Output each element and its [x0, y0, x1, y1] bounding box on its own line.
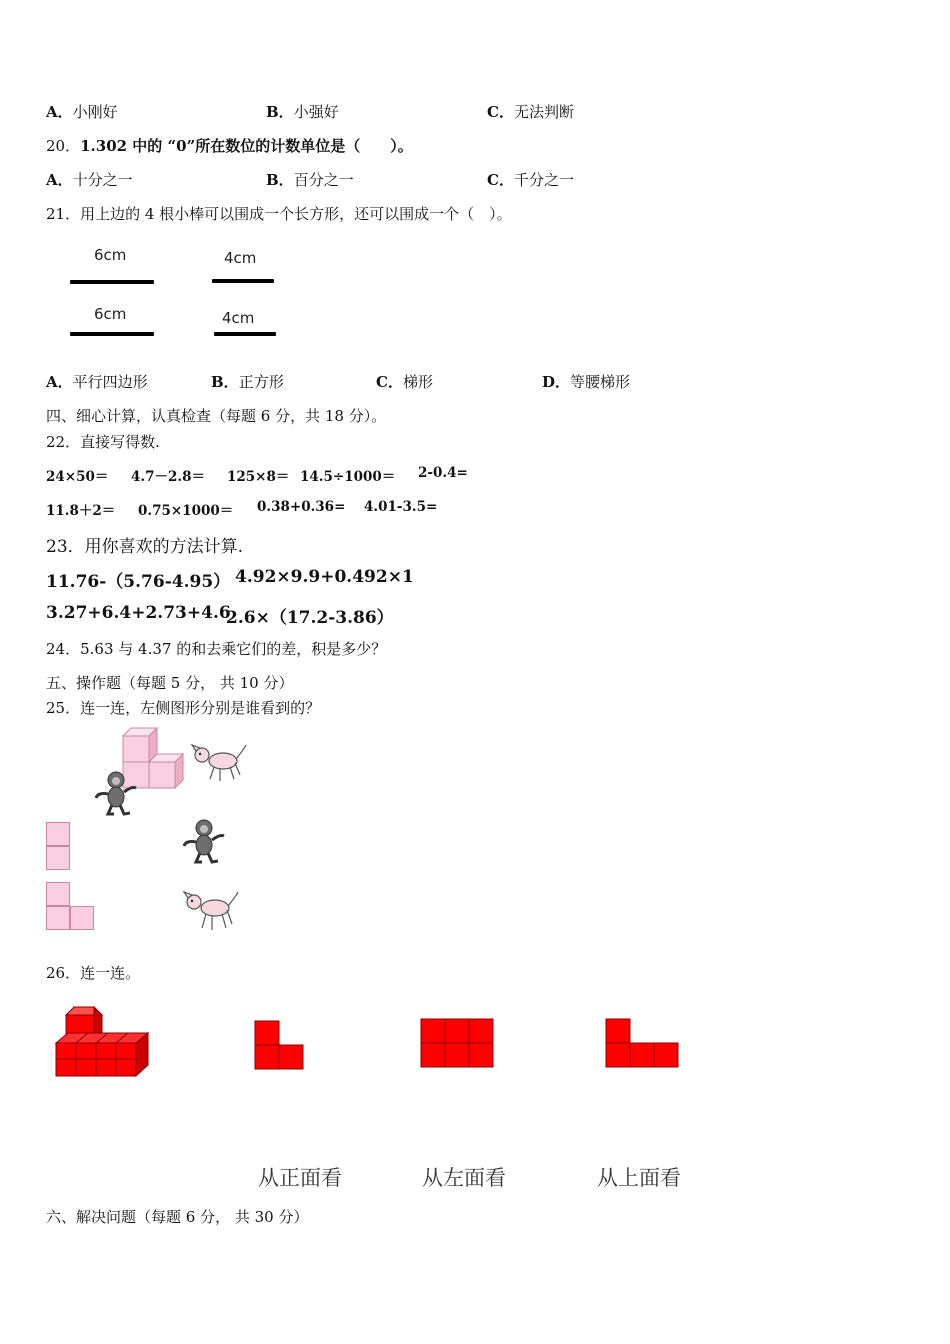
question-21: 21．用上边的 4 根小棒可以围成一个长方形，还可以围成一个（ ）。 — [46, 205, 512, 223]
stick-label: 4cm — [224, 249, 257, 267]
view-label-top: 从上面看 — [597, 1166, 681, 1190]
calc-item: 11.76-（5.76-4.95） — [46, 572, 231, 592]
question-25: 25．连一连，左侧图形分别是谁看到的？ — [46, 699, 321, 717]
view-square — [46, 882, 70, 906]
stick — [70, 280, 154, 284]
calc-item: 125×8＝ — [227, 469, 290, 485]
red-view-shape — [420, 1018, 496, 1070]
option-b: B．正方形 — [211, 373, 284, 391]
option-a: A．小刚好 — [46, 103, 118, 121]
stick — [70, 332, 154, 336]
view-square — [70, 906, 94, 930]
question-26: 26．连一连。 — [46, 964, 141, 982]
option-d: D．等腰梯形 — [542, 373, 631, 391]
section-4-title: 四、细心计算，认真检查（每题 6 分，共 18 分）。 — [46, 407, 387, 425]
option-a: A．十分之一 — [46, 171, 133, 189]
view-label-left: 从左面看 — [422, 1166, 506, 1190]
view-label-front: 从正面看 — [258, 1166, 342, 1190]
stick-label: 6cm — [94, 246, 127, 264]
calc-item: 14.5÷1000＝ — [300, 469, 396, 485]
question-22: 22．直接写得数. — [46, 433, 160, 451]
monkey-icon — [180, 818, 226, 864]
dog-icon — [182, 888, 240, 932]
red-view-shape — [254, 1020, 306, 1072]
question-20: 20．1.302 中的 “0”所在数位的计数单位是（ ）。 — [46, 137, 413, 155]
calc-item: 4.92×9.9+0.492×1 — [235, 567, 414, 587]
stick-label: 4cm — [222, 309, 255, 327]
section-5-title: 五、操作题（每题 5 分， 共 10 分） — [46, 674, 294, 692]
section-6-title: 六、解决问题（每题 6 分， 共 30 分） — [46, 1208, 309, 1226]
question-24: 24．5.63 与 4.37 的和去乘它们的差，积是多少？ — [46, 640, 387, 658]
calc-item: 4.01-3.5= — [364, 499, 438, 515]
calc-item: 2.6×（17.2-3.86） — [226, 608, 394, 628]
calc-item: 2-0.4= — [418, 465, 468, 481]
view-square — [46, 846, 70, 870]
question-23: 23．用你喜欢的方法计算. — [46, 537, 244, 557]
view-square — [46, 822, 70, 846]
calc-item: 4.7－2.8＝ — [131, 469, 205, 485]
dog-icon — [190, 741, 248, 783]
red-cube-stack — [52, 1005, 152, 1079]
stick-label: 6cm — [94, 305, 127, 323]
calc-item: 11.8＋2＝ — [46, 503, 116, 519]
option-c: C．千分之一 — [487, 171, 574, 189]
option-a: A．平行四边形 — [46, 373, 148, 391]
option-c: C．无法判断 — [487, 103, 574, 121]
stick — [214, 332, 276, 336]
calc-item: 3.27+6.4+2.73+4.6 — [46, 603, 231, 623]
red-view-shape — [605, 1018, 681, 1070]
monkey-icon — [92, 770, 138, 816]
option-b: B．百分之一 — [266, 171, 354, 189]
calc-item: 0.38+0.36= — [257, 499, 346, 515]
stick — [212, 279, 274, 283]
calc-item: 24×50＝ — [46, 469, 109, 485]
option-c: C．梯形 — [376, 373, 433, 391]
view-square — [46, 906, 70, 930]
option-b: B．小强好 — [266, 103, 339, 121]
calc-item: 0.75×1000＝ — [138, 503, 234, 519]
